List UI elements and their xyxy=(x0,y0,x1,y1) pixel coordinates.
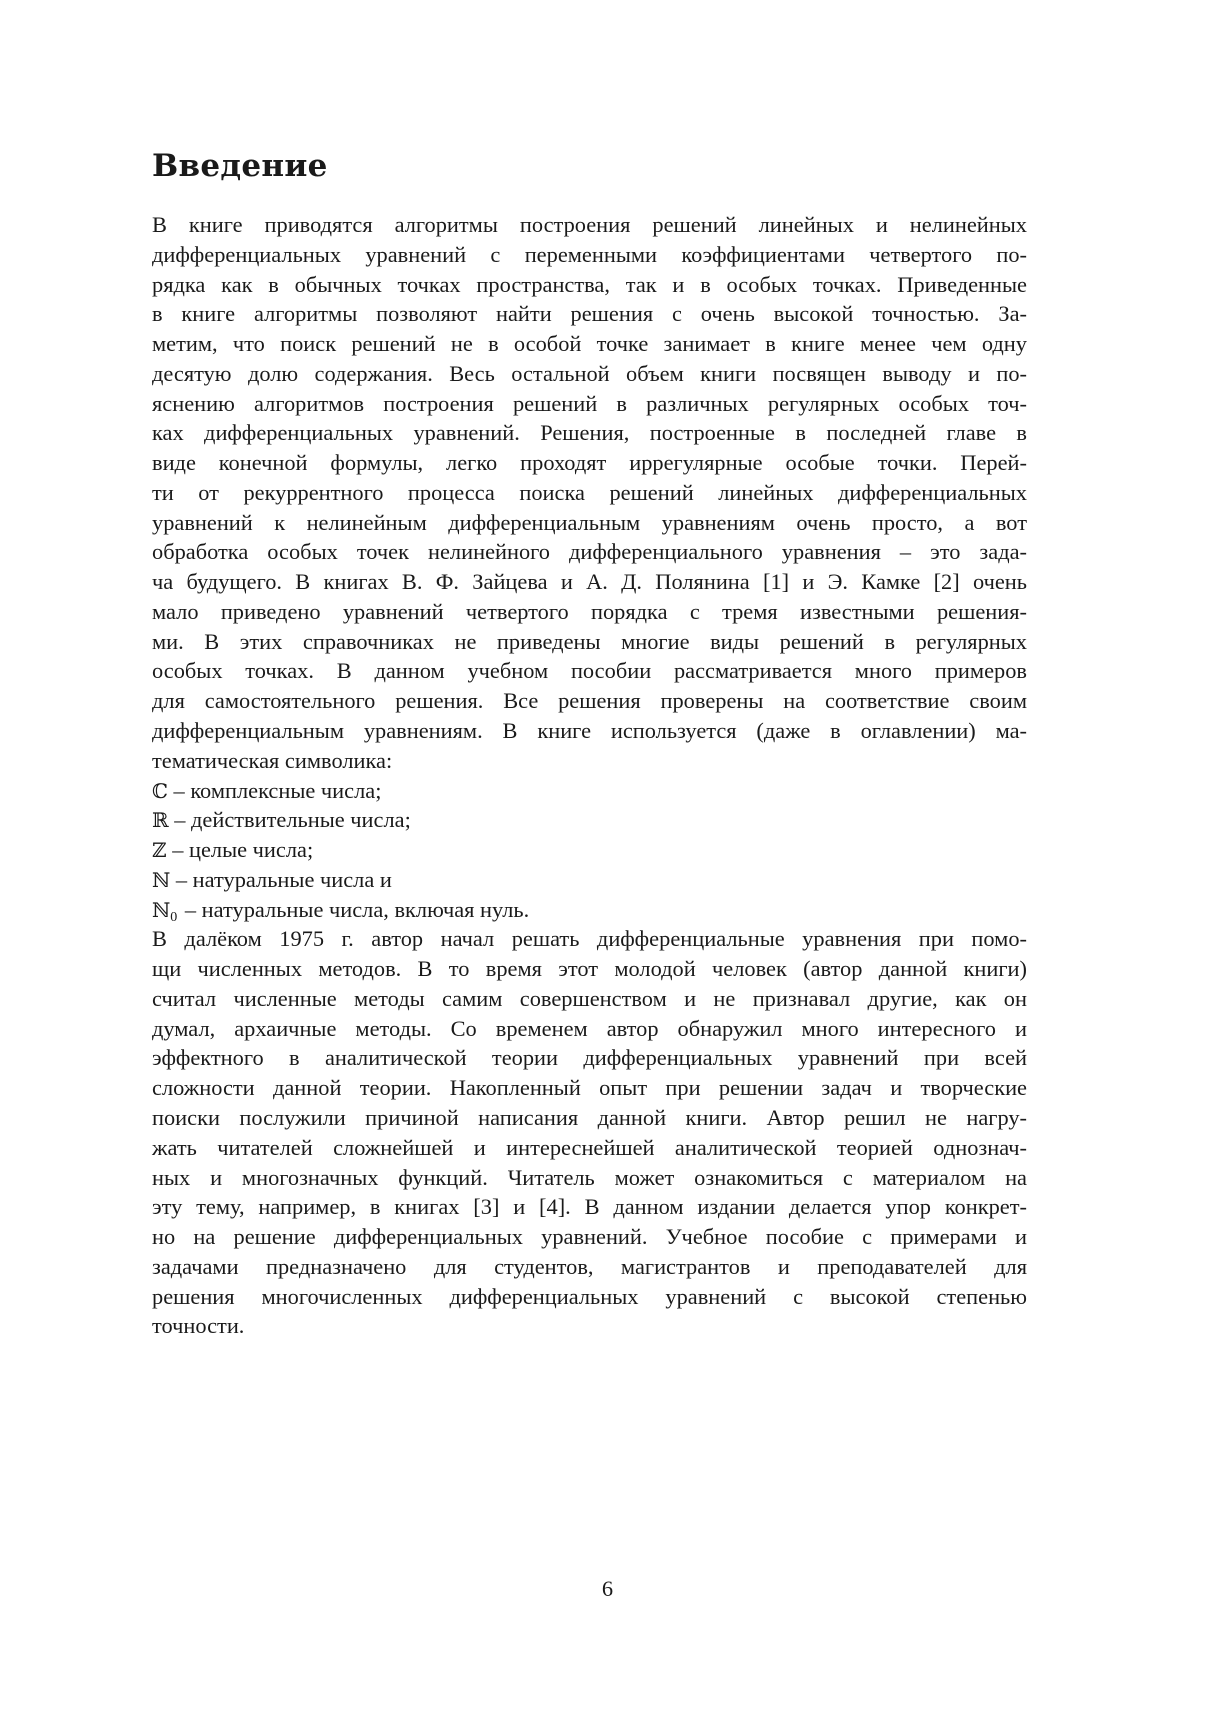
symbol-item-integer xyxy=(152,835,1027,865)
paragraph-line: точности. xyxy=(152,1313,245,1339)
paragraph-line: жать читателей сложнейшей и интереснейшей аналитической теорией однознач- xyxy=(152,1134,1027,1160)
paragraph-line: ти от рекуррентного процесса поиска решений линейных дифференциальных xyxy=(152,479,1027,505)
symbol-subscript: 0 xyxy=(170,909,178,925)
paragraph-line: тематическая символика: xyxy=(152,747,393,773)
symbol-description: – комплексные числа; xyxy=(167,777,382,803)
paragraph-line: задачами предназначено для студентов, магистрантов и преподавателей для xyxy=(152,1253,1027,1279)
paragraph-line: метим, что поиск решений не в особой точке занимает в книге менее чем одну xyxy=(152,331,1027,357)
paragraph-line: виде конечной формулы, легко проходят иррегулярные особые точки. Перей- xyxy=(152,450,1027,476)
paragraph-line: ных и многозначных функций. Читатель может ознакомиться с материалом на xyxy=(152,1164,1027,1190)
paragraph-line: решения многочисленных дифференциальных уравнений с высокой степенью xyxy=(152,1283,1027,1309)
page-number: 6 xyxy=(601,1576,614,1601)
intro-paragraph xyxy=(152,210,1027,1341)
paragraph-line: ча будущего. В книгах В. Ф. Зайцева и А. Д. Полянина [1] и Э. Камке [2] очень xyxy=(152,569,1027,595)
paragraph-line: яснению алгоритмов построения решений в различных регулярных особых точ- xyxy=(152,390,1027,416)
symbol-item-natural xyxy=(152,865,1027,895)
paragraph-line: поиски послужили причиной написания данной книги. Автор решил не нагру- xyxy=(152,1104,1027,1130)
symbol-complex: ℂ xyxy=(152,778,168,803)
paragraph-line: но на решение дифференциальных уравнений. Учебное пособие с примерами и xyxy=(152,1224,1027,1250)
symbol-real: ℝ xyxy=(152,808,169,833)
paragraph-line: ках дифференциальных уравнений. Решения, построенные в последней главе в xyxy=(152,420,1027,446)
paragraph-line: эту тему, например, в книгах [3] и [4]. В данном издании делается упор конкрет- xyxy=(152,1194,1027,1220)
paragraph-line: щи численных методов. В то время этот молодой человек (автор данной книги) xyxy=(152,956,1027,982)
paragraph-line: рядка как в обычных точках пространства, так и в особых точках. Приведенные xyxy=(152,271,1027,297)
symbol-item-real xyxy=(152,805,1027,835)
symbol-description: – натуральные числа и xyxy=(170,866,392,892)
paragraph-line: мало приведено уравнений четвертого порядка с тремя известными решения- xyxy=(152,598,1027,624)
symbol-integer: ℤ xyxy=(152,838,167,863)
paragraph-line: думал, архаичные методы. Со временем автор обнаружил много интересного и xyxy=(152,1015,1027,1041)
paragraph-line: считал численные методы самим совершенством и не признавал другие, как он xyxy=(152,985,1027,1011)
paragraph-line: в книге алгоритмы позволяют найти решения с очень высокой точностью. За- xyxy=(152,301,1027,327)
paragraph-line: сложности данной теории. Накопленный опыт при решении задач и творческие xyxy=(152,1075,1027,1101)
symbol-item-complex xyxy=(152,776,1027,806)
paragraph-line: для самостоятельного решения. Все решения проверены на соответствие своим xyxy=(152,688,1027,714)
paragraph-line: В книге приводятся алгоритмы построения решений линейных и нелинейных xyxy=(152,212,1027,237)
section-heading: Введение xyxy=(152,148,328,184)
symbol-description: – натуральные числа, включая нуль. xyxy=(179,896,530,922)
symbol-natural: ℕ xyxy=(152,867,171,892)
symbol-description: – действительные числа; xyxy=(168,807,411,833)
paragraph-line: В далёком 1975 г. автор начал решать дифференциальные уравнения при помо- xyxy=(152,926,1027,952)
paragraph-line: уравнений к нелинейным дифференциальным уравнениям очень просто, а вот xyxy=(152,509,1027,535)
paragraph-line: обработка особых точек нелинейного дифференциального уравнения – это зада- xyxy=(152,539,1027,565)
paragraph-line: особых точках. В данном учебном пособии рассматривается много примеров xyxy=(152,658,1027,684)
symbol-description: – целые числа; xyxy=(166,837,314,863)
paragraph-line: дифференциальных уравнений с переменными коэффициентами четвертого по- xyxy=(152,241,1027,267)
symbol-item-natural-zero xyxy=(152,895,1027,925)
symbol-natural-zero: ℕ xyxy=(152,897,171,922)
paragraph-line: эффектного в аналитической теории дифференциальных уравнений при всей xyxy=(152,1045,1027,1071)
paragraph-line: дифференциальным уравнениям. В книге используется (даже в оглавлении) ма- xyxy=(152,718,1027,744)
paragraph-line: ми. В этих справочниках не приведены многие виды решений в регулярных xyxy=(152,628,1027,654)
paragraph-line: десятую долю содержания. Весь остальной объем книги посвящен выводу и по- xyxy=(152,360,1027,386)
